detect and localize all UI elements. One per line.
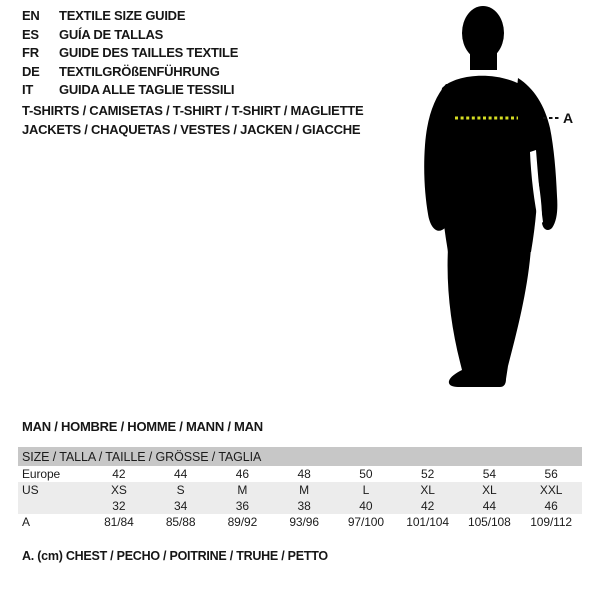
table-cell: 42: [88, 466, 150, 482]
table-cell: 97/100: [335, 514, 397, 530]
size-table-header: SIZE / TALLA / TAILLE / GRÖSSE / TAGLIA: [18, 447, 582, 466]
measure-label-a: A: [563, 110, 574, 126]
table-cell: 48: [273, 466, 335, 482]
table-cell: 81/84: [88, 514, 150, 530]
table-cell: 36: [212, 498, 274, 514]
table-cell: 105/108: [459, 514, 521, 530]
table-cell: 54: [459, 466, 521, 482]
lang-code: EN: [22, 8, 40, 23]
category-line-tshirts: T-SHIRTS / CAMISETAS / T-SHIRT / T-SHIRT / MAGLIETTE: [22, 103, 364, 118]
table-cell: XL: [397, 482, 459, 498]
table-row-europe: [18, 466, 582, 482]
category-line-jackets: JACKETS / CHAQUETAS / VESTES / JACKEN / GIACCHE: [22, 121, 361, 137]
lang-label: TEXTILE SIZE GUIDE: [59, 8, 186, 23]
table-cell: 50: [335, 466, 397, 482]
table-cell: 44: [459, 498, 521, 514]
row-label: [18, 498, 88, 514]
row-label: Europe: [18, 466, 88, 482]
table-cell: 52: [397, 466, 459, 482]
lang-row-es: [22, 27, 238, 46]
table-cell: 85/88: [150, 514, 212, 530]
lang-label: GUIDA ALLE TAGLIE TESSILI: [59, 82, 235, 98]
lang-label: GUIDE DES TAILLES TEXTILE: [59, 45, 239, 61]
lang-row-fr: [22, 45, 238, 64]
man-silhouette-svg: [400, 0, 600, 400]
table-cell: 44: [150, 466, 212, 482]
table-cell: 46: [520, 498, 582, 514]
table-cell: 56: [520, 466, 582, 482]
row-label: A: [18, 514, 88, 530]
size-table: [18, 447, 582, 530]
table-cell: S: [150, 482, 212, 498]
table-cell: XS: [88, 482, 150, 498]
lang-code: ES: [22, 26, 39, 42]
lang-row-en: [22, 8, 238, 27]
lang-code: DE: [22, 63, 40, 79]
table-cell: M: [273, 482, 335, 498]
table-row-chest-a: [18, 514, 582, 530]
man-neck: [470, 46, 497, 70]
table-cell: 34: [150, 498, 212, 514]
table-row-us-numeric: [18, 498, 582, 514]
size-table-header-row: [18, 447, 582, 466]
table-row-us: [18, 482, 582, 498]
table-cell: XL: [459, 482, 521, 498]
table-cell: 32: [88, 498, 150, 514]
table-cell: M: [212, 482, 274, 498]
lang-label: TEXTILGRÖßENFÜHRUNG: [59, 63, 220, 79]
category-block: [22, 102, 363, 140]
table-cell: 38: [273, 498, 335, 514]
table-cell: 93/96: [273, 514, 335, 530]
lang-row-it: [22, 82, 238, 101]
language-title-list: [22, 8, 238, 101]
table-cell: XXL: [520, 482, 582, 498]
footnote-chest-legend: A. (cm) CHEST / PECHO / POITRINE / TRUHE / PETTO: [22, 549, 328, 563]
row-label: US: [18, 482, 88, 498]
lang-code: IT: [22, 82, 34, 98]
lang-row-de: [22, 64, 238, 83]
table-cell: 109/112: [520, 514, 582, 530]
table-cell: 42: [397, 498, 459, 514]
table-cell: 89/92: [212, 514, 274, 530]
table-cell: 101/104: [397, 514, 459, 530]
man-silhouette-figure: [400, 0, 600, 400]
man-legs: [448, 248, 531, 387]
table-cell: 40: [335, 498, 397, 514]
section-title-man: MAN / HOMBRE / HOMME / MANN / MAN: [22, 419, 263, 434]
lang-code: FR: [22, 45, 39, 61]
lang-label: GUÍA DE TALLAS: [59, 26, 164, 42]
table-cell: L: [335, 482, 397, 498]
table-cell: 46: [212, 466, 274, 482]
